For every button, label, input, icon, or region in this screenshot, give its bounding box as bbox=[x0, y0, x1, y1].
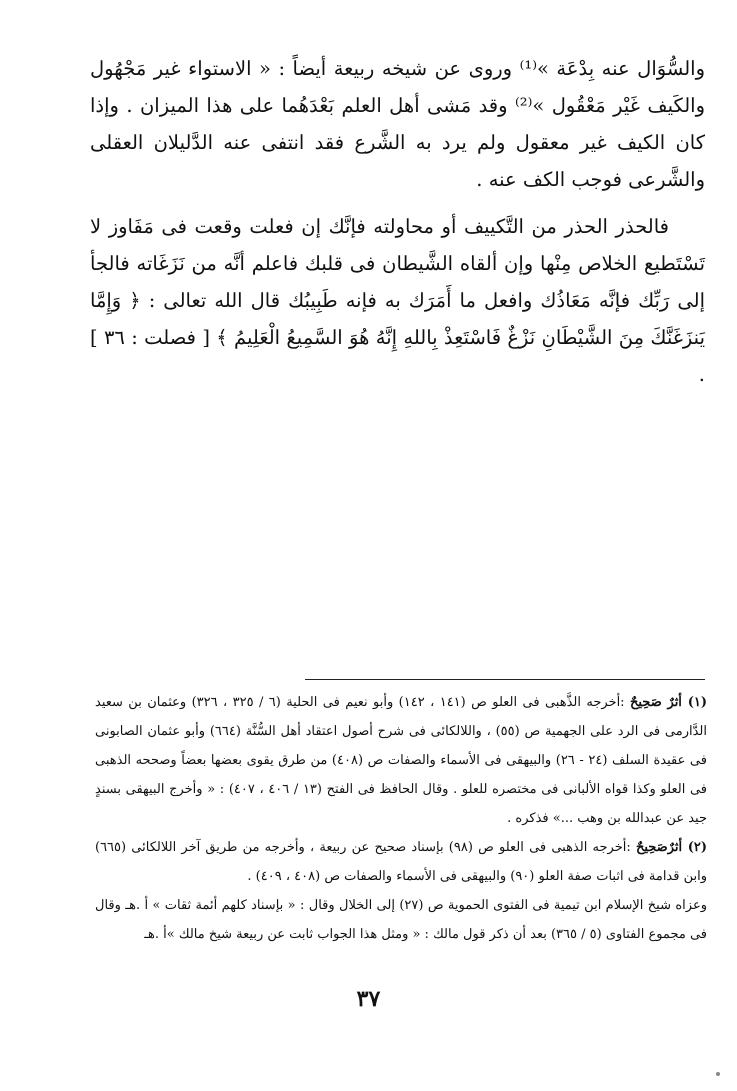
footnote-2-label: (٢) أثرٌصَحِيحٌ bbox=[635, 840, 707, 855]
footnote-2-text: :أخرجه الذهبى فى العلو ص (٩٨) بإسناد صحيح عن ربيعة ، وأخرجه من طريق آخر اللالكائى (٦٦٥) وابن قدامة فى اثبات صفة العلو (٩٠) والبيهقى فى الأسماء والصفات ص (٤٠٨ ، ٤٠٩) . bbox=[95, 840, 707, 884]
paragraph: فالحذر الحذر من التَّكييف أو محاولته فإنَّك إن فعلت وقعت فى مَفَاوز لا تَسْتَطيع الخلاص مِنْها وإن ألقاه الشَّيطان فى قلبك فاعلم أنَّه من نَزَغَاته فالجأ إلى رَبِّك فإنَّه مَعَاذُك وافعل ما أَمَرَك به فإنه طَبِيبُك قال الله تعالى : ﴿ وَإِمَّا يَنزَغَنَّكَ مِنَ الشَّيْطَانِ نَزْغٌ فَاسْتَعِذْ بِاللهِ إِنَّهُ هُوَ السَّمِيعُ الْعَلِيمُ ﴾ [ فصلت : ٣٦ ] . bbox=[90, 215, 705, 386]
paragraph: والسُّوَال عنه بِدْعَة »⁽¹⁾ وروى عن شيخه ربيعة أيضاً : « الاستواء غير مَجْهُول والكَيف غَيْر مَعْقُول »⁽²⁾ وقد مَشى أهل العلم بَعْدَهُما على هذا الميزان . وإذا كان الكيف غير معقول ولم يرد به الشَّرع فقد انتفى عنه الدَّليلان العقلى والشَّرعى فوجب الكف عنه . bbox=[90, 57, 705, 191]
footnote-2 bbox=[95, 833, 707, 891]
main-text bbox=[90, 50, 705, 393]
footnote-2-continuation: وعزاه شيخ الإسلام ابن تيمية فى الفتوى الحموية ص (٢٧) إلى الخلال وقال : « بإسناد كلهم أئمة ثقات » أ .هـ وقال فى مجموع الفتاوى (٥ / ٣٦٥) بعد أن ذكر قول مالك : « ومثل هذا الجواب ثابت عن ربيعة شيخ مالك »أ .هـ bbox=[95, 898, 707, 942]
footnote-separator bbox=[305, 679, 705, 680]
footnote-1-text: :أخرجه الذَّهبى فى العلو ص (١٤١ ، ١٤٢) وأبو نعيم فى الحلية (٦ / ٣٢٥ ، ٣٢٦) وعثمان بن سعيد الدَّارمى فى الرد على الجهمية ص (٥٥) ، واللالكائى فى شرح أصول اعتقاد أهل السُّنَّة (٦٦٤) وأبو عثمان الصابونى فى عقيدة السلف (٢٤ - ٢٦) والبيهقى فى الأسماء والصفات ص (٤٠٨) من طرق يقوى بعضها بعضاً وصححه الذهبى فى العلو وكذا قواه الألبانى فى مختصره للعلو . وقال الحافظ فى الفتح (١٣ / ٤٠٦ ، ٤٠٧) : « وأخرج البيهقى بسندٍ جيد عن عبدالله بن وهب ...» فذكره . bbox=[95, 695, 707, 826]
footnote-1 bbox=[95, 688, 707, 833]
footnote-1-label: (١) أثرٌ صَحِيحٌ bbox=[629, 695, 708, 710]
page-number: ٣٧ bbox=[356, 986, 381, 1012]
scan-speck bbox=[716, 1072, 720, 1076]
footnotes bbox=[95, 688, 707, 949]
